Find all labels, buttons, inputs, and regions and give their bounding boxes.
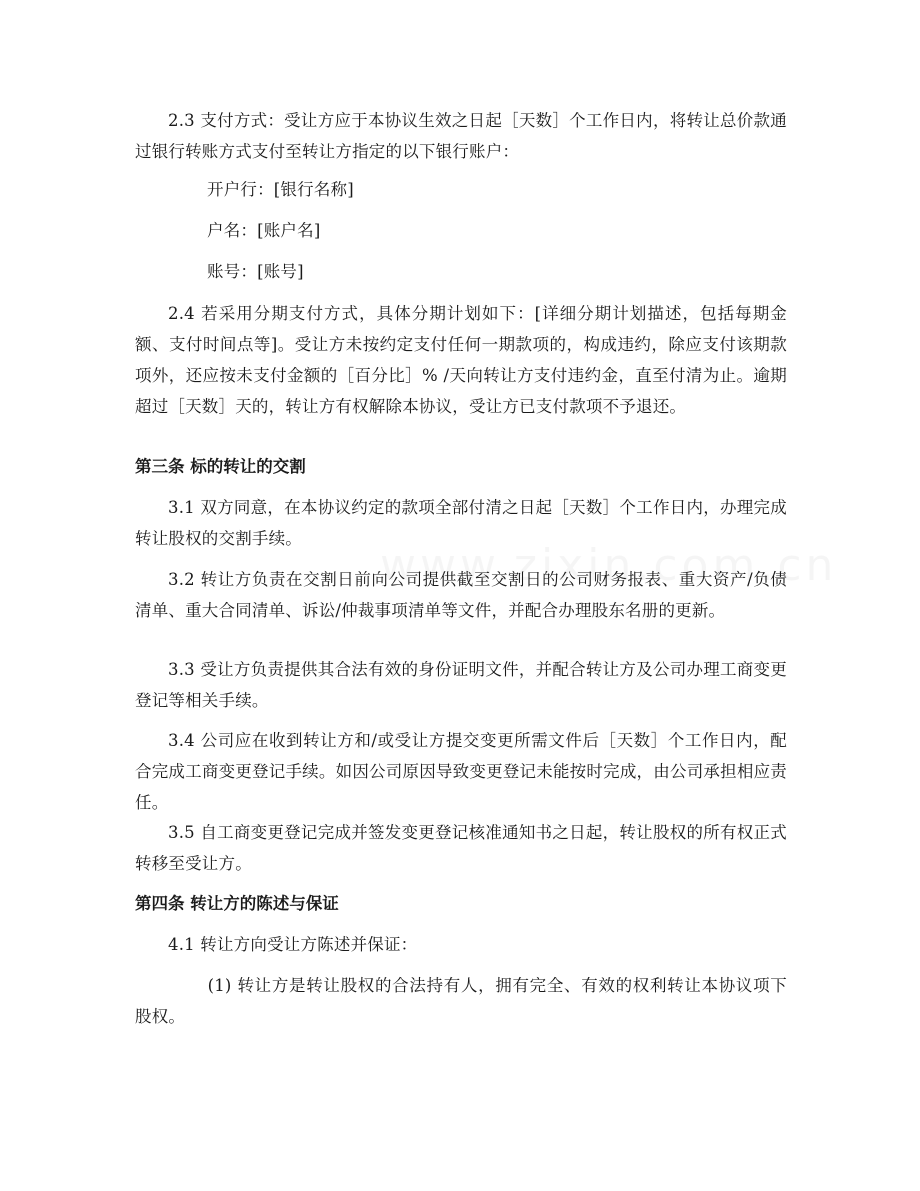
clause-3-4: 3.4 公司应在收到转让方和/或受让方提交变更所需文件后［天数］个工作日内，配合完成工商变更登记手续。如因公司原因导致变更登记未能按时完成，由公司承担相应责任。 — [135, 731, 787, 812]
account-name-line: 户名：[账户名] — [207, 221, 321, 240]
clause-4-1-1: (1) 转让方是转让股权的合法持有人，拥有完全、有效的权利转让本协议项下股权。 — [135, 976, 787, 1026]
clause-3-5: 3.5 自工商变更登记完成并签发变更登记核准通知书之日起，转让股权的所有权正式转移至受让方。 — [135, 823, 787, 873]
clause-2-4: 2.4 若采用分期支付方式，具体分期计划如下：[详细分期计划描述，包括每期金额、支付时间点等]。受让方未按约定支付任何一期款项的，构成违约，除应支付该期款项外，还应按未支付金额的［百分比］% /天向转让方支付违约金，直至付清为止。逾期超过［天数］天的，转让方有权解除本协议，受让方已支付款项不予退还。 — [135, 304, 787, 416]
account-number-line: 账号：[账号] — [207, 262, 304, 281]
clause-3-1: 3.1 双方同意，在本协议约定的款项全部付清之日起［天数］个工作日内，办理完成转让股权的交割手续。 — [135, 498, 787, 548]
bank-name-line: 开户行：[银行名称] — [207, 180, 354, 199]
clause-3-2: 3.2 转让方负责在交割日前向公司提供截至交割日的公司财务报表、重大资产/负债清单、重大合同清单、诉讼/仲裁事项清单等文件，并配合办理股东名册的更新。 — [135, 570, 787, 620]
clause-2-3: 2.3 支付方式：受让方应于本协议生效之日起［天数］个工作日内，将转让总价款通过银行转账方式支付至转让方指定的以下银行账户： — [135, 111, 787, 161]
clause-3-3: 3.3 受让方负责提供其合法有效的身份证明文件，并配合转让方及公司办理工商变更登记等相关手续。 — [135, 660, 787, 710]
clause-4-1: 4.1 转让方向受让方陈述并保证： — [168, 935, 418, 954]
article-3-heading: 第三条 标的转让的交割 — [135, 457, 306, 476]
article-4-heading: 第四条 转让方的陈述与保证 — [135, 894, 339, 913]
